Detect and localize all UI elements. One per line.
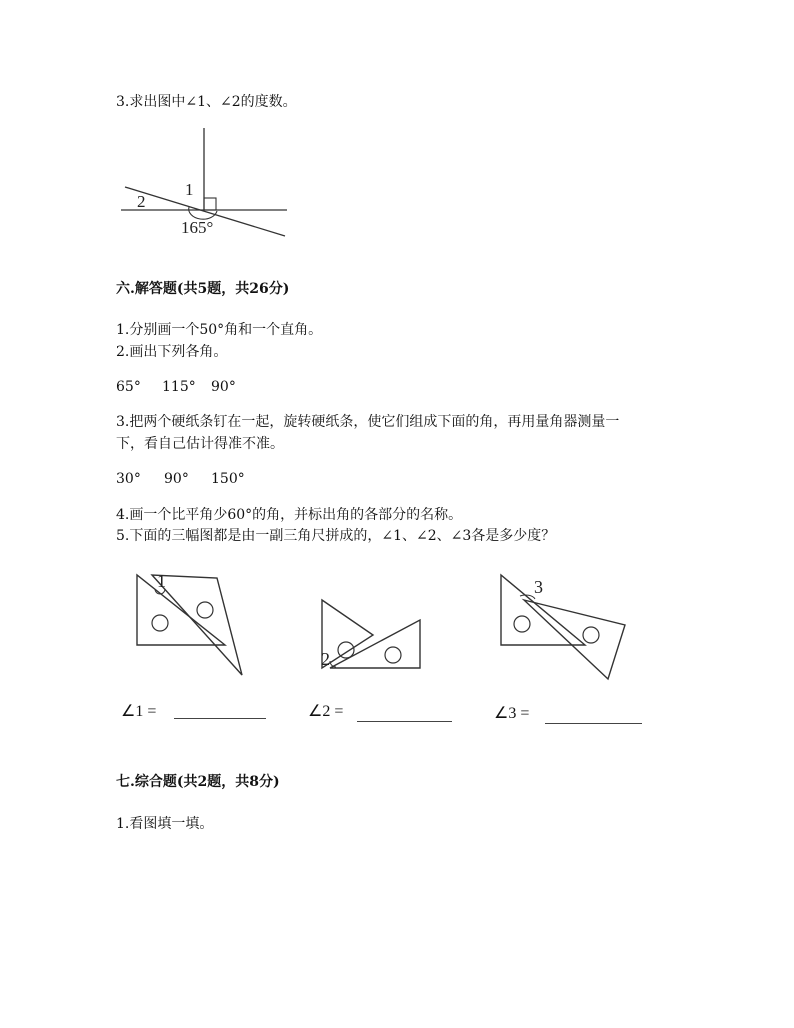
s6-question-1: 1.分别画一个50°角和一个直角。 (116, 322, 323, 338)
s7-question-1: 1.看图填一填。 (116, 816, 214, 832)
s6-question-4: 4.画一个比平角少60°的角，并标出角的各部分的名称。 (116, 507, 463, 523)
angle-2-label: 2 (321, 649, 330, 669)
angle-1-label: 1 (185, 180, 194, 199)
answer-1-label: ∠1 = (121, 703, 157, 720)
answer-2-blank[interactable] (357, 721, 452, 722)
triangle-figure-1 (130, 565, 250, 677)
angle-value: 90° (211, 379, 236, 395)
question-3-text: 3.求出图中∠1、∠2的度数。 (116, 94, 297, 110)
angle-value: 115° (162, 379, 196, 395)
triangle-figure-2 (315, 595, 430, 675)
section-7-heading: 七.综合题(共2题，共8分) (116, 774, 280, 790)
angle-figure-q3 (115, 128, 300, 238)
answer-2-label: ∠2 = (308, 703, 344, 720)
angle-1-label: 1 (157, 571, 166, 591)
angle-2-label: 2 (137, 192, 146, 211)
answer-1-blank[interactable] (174, 718, 266, 719)
angle-value: 30° (116, 471, 141, 487)
angle-value: 65° (116, 379, 141, 395)
s6-question-3-line1: 3.把两个硬纸条钉在一起，旋转硬纸条，使它们组成下面的角，再用量角器测量一 (116, 414, 620, 430)
answer-3-label: ∠3 = (494, 705, 530, 722)
angle-value: 90° (164, 471, 189, 487)
s6-question-5: 5.下面的三幅图都是由一副三角尺拼成的，∠1、∠2、∠3各是多少度？ (116, 528, 556, 544)
s6-question-3-line2: 下，看自己估计得准不准。 (116, 436, 284, 452)
angle-value: 150° (211, 471, 245, 487)
angle-165-label: 165° (181, 218, 214, 237)
answer-3-blank[interactable] (545, 723, 642, 724)
section-6-heading: 六.解答题(共5题，共26分) (116, 281, 290, 297)
s6-question-2: 2.画出下列各角。 (116, 344, 228, 360)
triangle-figure-3 (495, 565, 630, 682)
angle-3-label: 3 (534, 577, 543, 597)
